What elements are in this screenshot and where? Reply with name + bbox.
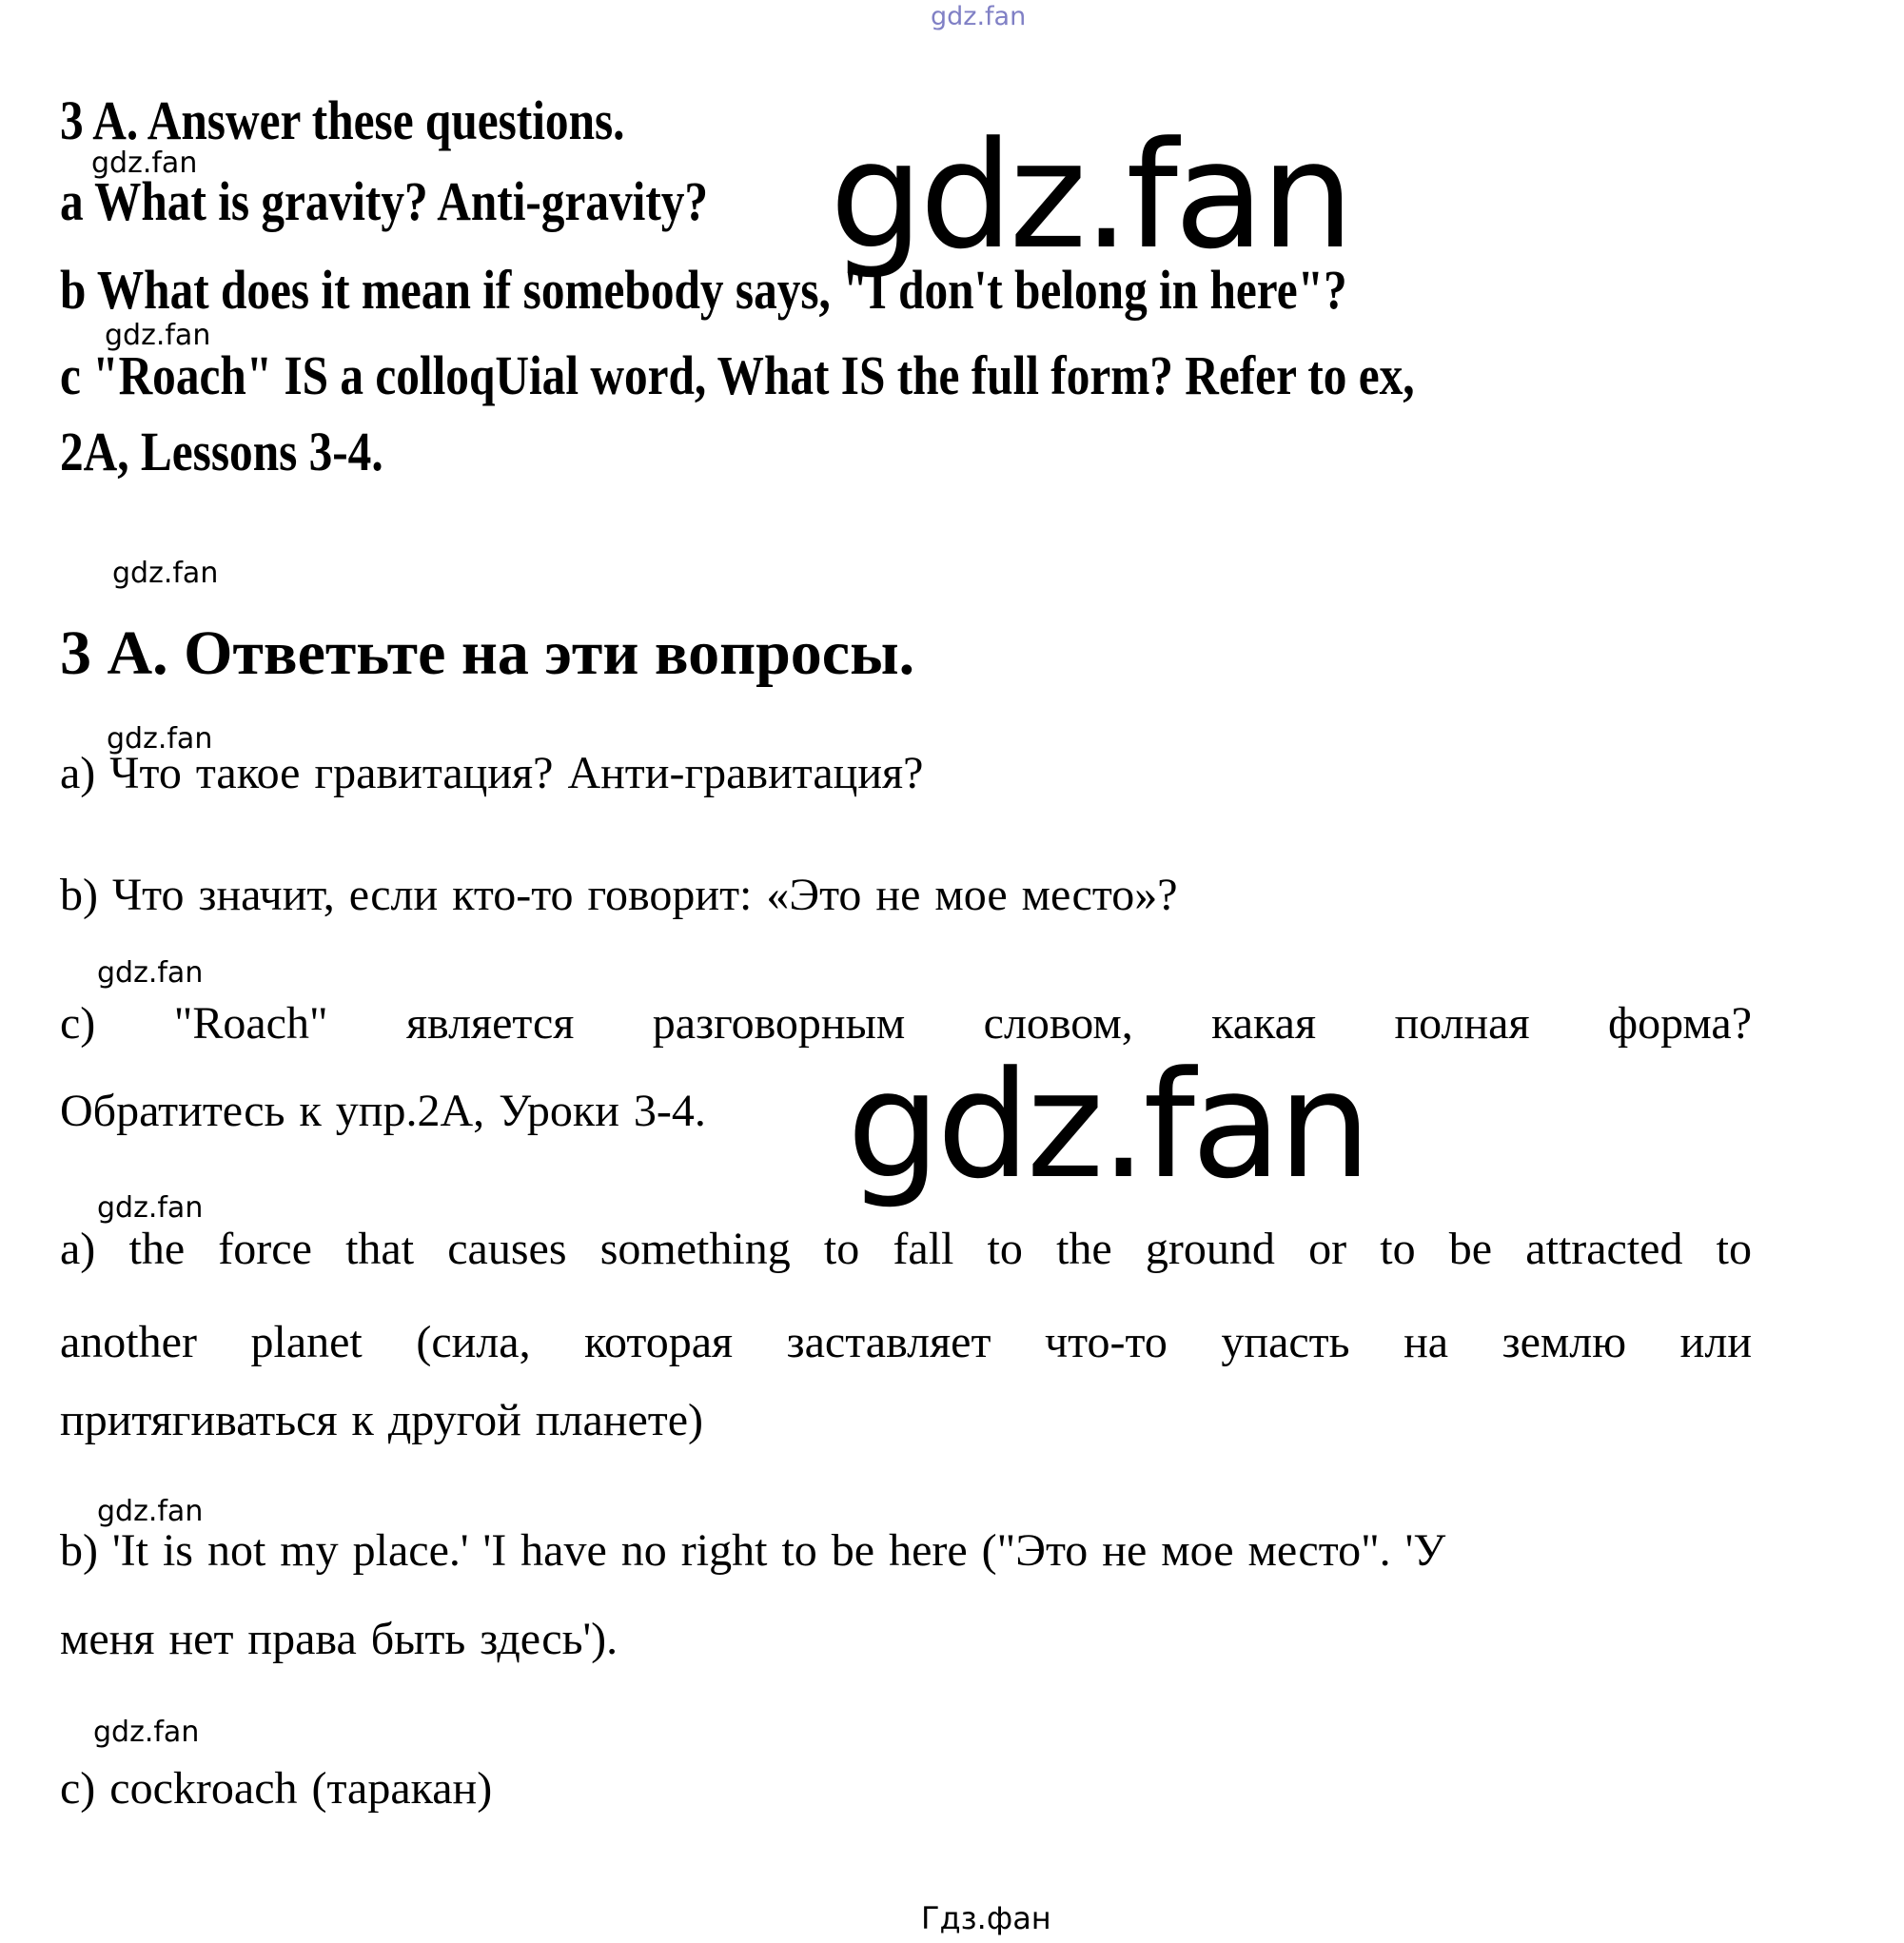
russian-task-title: 3 А. Ответьте на эти вопросы. (60, 618, 915, 688)
english-question-b: b What does it mean if somebody says, "I don't belong in here"? (60, 259, 1347, 321)
answer-c: c) cockroach (таракан) (60, 1763, 493, 1814)
watermark-small-8: gdz.fan (93, 1716, 200, 1749)
russian-question-c-line1: c) "Roach" является разговорным словом, какая полная форма? (60, 998, 1752, 1049)
english-question-c-line2: 2A, Lessons 3-4. (60, 421, 383, 482)
russian-question-c-line2: Обратитесь к упр.2А, Уроки 3-4. (60, 1086, 706, 1136)
watermark-small-6: gdz.fan (97, 1191, 204, 1225)
answer-a-line1: a) the force that causes something to fall to the ground or to be attracted to (60, 1224, 1752, 1274)
watermark-small-3: gdz.fan (112, 557, 219, 590)
watermark-small-4: gdz.fan (107, 722, 213, 756)
watermark-top: gdz.fan (931, 2, 1027, 31)
footer-site-name: Гдз.фан (921, 1900, 1051, 1936)
answer-a-line2: another planet (сила, которая заставляет что-то упасть на землю или (60, 1317, 1752, 1367)
watermark-small-5: gdz.fan (97, 956, 204, 990)
watermark-small-7: gdz.fan (97, 1495, 204, 1528)
watermark-large-2: gdz.fan (847, 1039, 1368, 1211)
answer-a-line3: притягиваться к другой планете) (60, 1395, 704, 1445)
english-question-a: a What is gravity? Anti-gravity? (60, 170, 709, 232)
answer-b-line1: b) 'It is not my place.' 'I have no right to be here ("Это не мое место". 'У (60, 1525, 1446, 1576)
answer-b-line2: меня нет права быть здесь'). (60, 1614, 618, 1664)
watermark-small-1: gdz.fan (91, 147, 198, 180)
russian-question-a: a) Что такое гравитация? Анти-гравитация? (60, 748, 924, 798)
russian-question-b: b) Что значит, если кто-то говорит: «Это не мое место»? (60, 870, 1178, 920)
watermark-large-1: gdz.fan (830, 109, 1351, 282)
english-task-title: 3 A. Answer these questions. (60, 89, 625, 151)
english-question-c-line1: c "Roach" IS a colloqUial word, What IS the full form? Refer to ex, (60, 344, 1415, 406)
watermark-small-2: gdz.fan (105, 319, 211, 352)
